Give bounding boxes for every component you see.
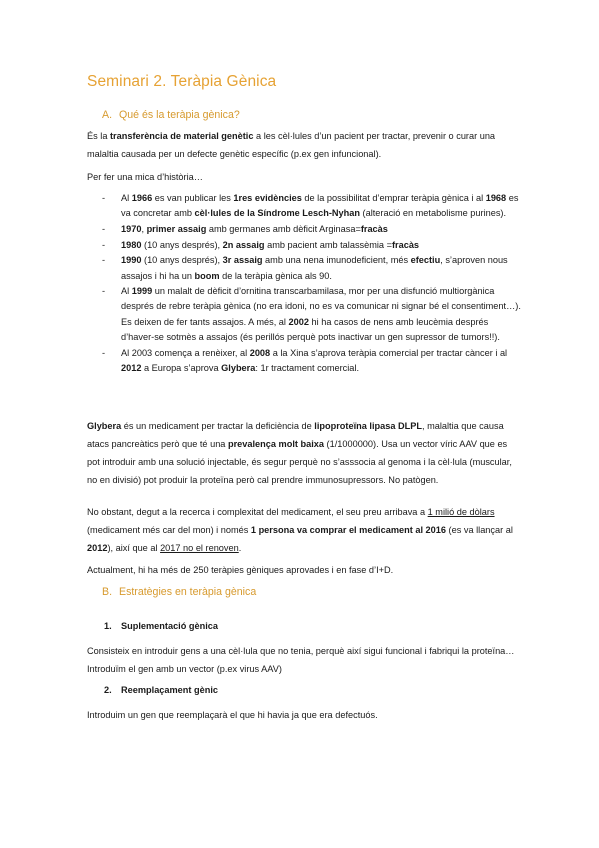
history-list-item [102, 253, 522, 283]
text-run: de la possibilitat d’emprar teràpia gènica i al [301, 193, 486, 203]
bold-text: 1 persona va comprar el medicament al 2016 [250, 525, 446, 535]
text-run: Al [121, 286, 132, 297]
price-paragraph [87, 503, 519, 557]
bold-text: 1999 [131, 286, 153, 297]
history-list-item [102, 191, 522, 221]
bold-text: 1990 [121, 255, 142, 266]
subsection-1-number: 1. [104, 621, 112, 631]
text-run: amb germanes amb dèficit Arginasa= [206, 223, 361, 234]
section-b-letter: B. [102, 586, 113, 598]
page-title: Seminari 2. Teràpia Gènica [87, 73, 277, 90]
subsection-1-text: Consisteix en introduir gens a una cèl·lula que no tenia, perquè així sigui funcional i fabriqui la proteïna… Introduïm el gen amb un vector (p.ex virus AAV) [87, 646, 515, 674]
text-run: (10 anys després), [141, 239, 223, 250]
text-run: (es va llançar al [445, 525, 513, 535]
bold-text: cèl·lules de la Síndrome Lesch-Nyhan [194, 208, 360, 219]
subsection-1-heading [104, 621, 218, 631]
history-list [102, 191, 522, 376]
bold-text: primer assaig [146, 223, 207, 234]
current-paragraph: Actualment, hi ha més de 250 teràpies gèniques aprovades i en fase d’I+D. [87, 565, 394, 575]
glybera-paragraph [87, 417, 519, 489]
underlined-text: 2017 no el renoven [160, 543, 239, 553]
bold-text: 2002 [288, 316, 309, 327]
section-b-heading [102, 586, 256, 598]
text-run: ), així que al [107, 543, 161, 553]
text-run: (medicament més car del mon) i només [87, 525, 251, 535]
text-run: No obstant, degut a la recerca i complexitat del medicament, el seu preu arribava a [87, 507, 428, 517]
text-run: , malaltia que causa atacs pancreàtics però que té una [87, 421, 504, 449]
text-run: , [141, 223, 147, 234]
section-a-heading [102, 109, 240, 121]
bold-text: 2n assaig [222, 239, 265, 250]
text-run: de la teràpia gènica als 90. [219, 270, 332, 281]
bold-text: 1res evidències [233, 193, 302, 203]
bold-text: 1980 [121, 239, 142, 250]
subsection-2-text: Introduim un gen que reemplaçarà el que hi havia ja que era defectuós. [87, 710, 378, 720]
underlined-text: 1 milió de dòlars [427, 507, 495, 517]
subsection-2-heading [104, 685, 218, 695]
text-run: és un medicament per tractar la deficiència de [121, 421, 315, 431]
text-run: : 1r tractament comercial. [255, 362, 360, 373]
bold-text: 1968 [485, 193, 507, 203]
bold-text: 2012 [87, 543, 108, 553]
subsection-1-title: Suplementació gènica [121, 621, 219, 631]
subsection-2-number: 2. [104, 685, 112, 695]
bold-text: 1970 [121, 223, 142, 234]
history-list-item [102, 284, 522, 345]
text-run: es va concretar amb [121, 193, 519, 219]
history-list-item [102, 238, 522, 253]
text-run: amb pacient amb talassèmia = [264, 239, 392, 250]
bold-text: fracàs [360, 223, 388, 234]
text-run: a Europa s’aprova [141, 362, 222, 373]
bold-text: fracàs [391, 239, 420, 250]
bold-text: lipoproteïna lipasa DLPL [314, 421, 422, 431]
text-run: (alteració en metabolisme purines). [359, 208, 507, 219]
text-run: amb una nena imunodeficient, més [262, 255, 411, 266]
definition-bold: transferència de material genètic [109, 131, 254, 141]
bold-text: Glybera [87, 421, 122, 431]
bold-text: 2008 [249, 347, 271, 358]
text-run: (10 anys després), [141, 255, 223, 266]
bold-text: Glybera [221, 362, 256, 373]
bold-text: boom [194, 270, 220, 281]
bold-text: 1966 [131, 193, 153, 203]
text-run: (1/1000000). Usa un vector víric AAV que es pot introduir amb una solució injectable, és segur perquè no s’asssocia al genoma i la cèl·lula (muscular, no en divisió) pot produir la proteïna però cal prendre immunosupressors. No patògen. [87, 439, 512, 485]
text-run: Al 2003 comença a renèixer, al [121, 347, 250, 358]
bold-text: 3r assaig [222, 255, 263, 266]
text-run: un malalt de dèficit d’ornitina transcarbamilasa, mor per una disfunció multiorgànica després de rebre teràpia gènica (no era idoni, no es va comunicar ni signar bé el consentiment…). Es deixen de fer tants assajos. A més, al [121, 286, 521, 327]
section-b-title: Estratègies en teràpia gènica [119, 586, 257, 598]
history-list-item [102, 222, 522, 237]
definition-paragraph: És la transferència de material genètic a les cèl·lules d’un pacient per tractar, prevenir o curar una malaltia causada per un defecte genètic específic (p.ex gen infuncional). [87, 131, 496, 159]
subsection-2-title: Reemplaçament gènic [121, 685, 219, 695]
history-list-item [102, 346, 522, 376]
text-run: , s’aproven nous assajos i hi ha un [121, 255, 508, 281]
history-intro: Per fer una mica d’història… [87, 172, 203, 182]
text-run: es van publicar les [152, 193, 234, 203]
section-a-letter: A. [102, 109, 113, 121]
text-run: a la Xina s’aprova teràpia comercial per tractar càncer i al [270, 347, 508, 358]
bold-text: prevalença molt baixa [227, 439, 324, 449]
section-a-title: Qué és la teràpia gènica? [119, 109, 240, 121]
text-run: . [238, 543, 242, 553]
text-run: hi ha casos de nens amb leucèmia després d’haver-se sotmès a assajos (és perillós perquè pots inactivar un gen supressor de tumors!!). [121, 316, 500, 342]
bold-text: efectiu [410, 255, 441, 266]
text-run: Al [121, 193, 132, 203]
bold-text: 2012 [121, 362, 142, 373]
